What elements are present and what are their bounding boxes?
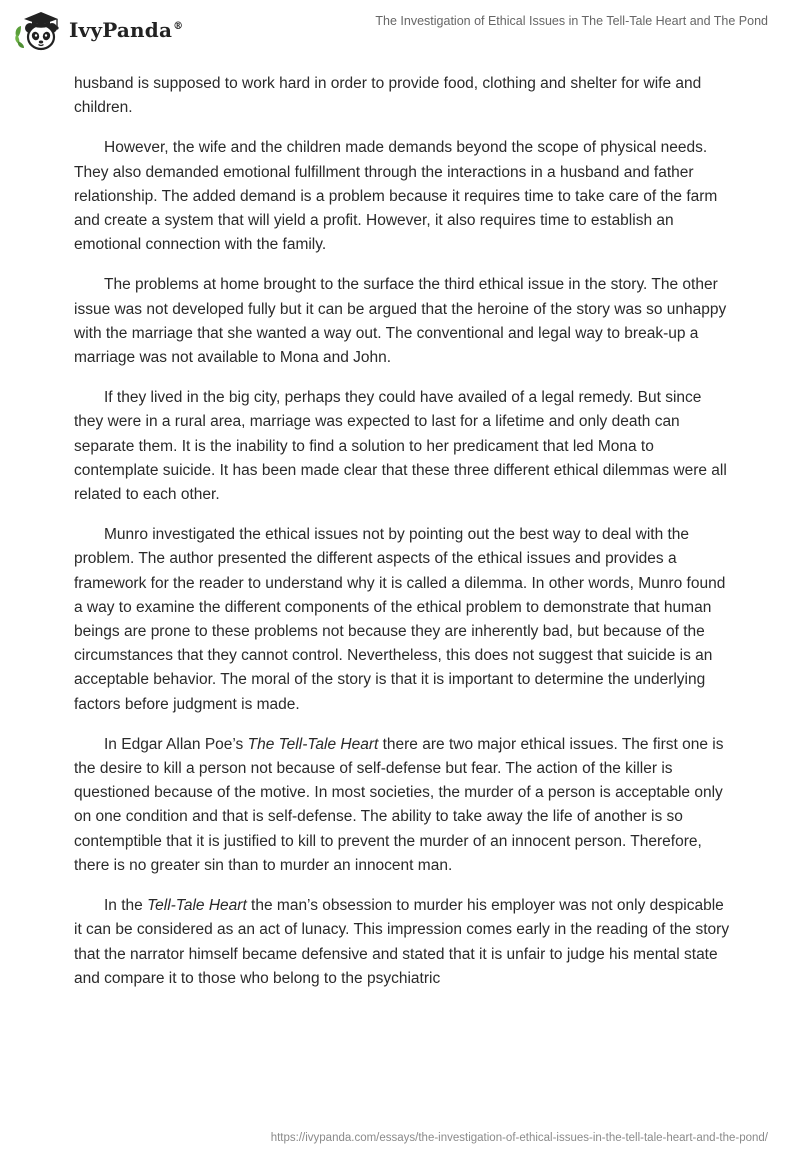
paragraph-text: there are two major ethical issues. The first one is the desire to kill a person not because of self-defense but fear. The action of the killer is questioned because of the motive. In most societies, the murder of a person is acceptable only on one condition and that is self-defense. The ability to take away the life of another is so contemptible that it is justified to kill to prevent the murder of an innocent person. Therefore, there is no greater sin than to murder an innocent man. — [74, 735, 724, 874]
paragraph-text: In the — [104, 897, 148, 915]
brand-logo[interactable] — [14, 8, 183, 52]
paragraph: However, the wife and the children made demands beyond the scope of physical needs. They also demanded emotional fulfillment through the interactions in a husband and father relationship. The added demand is a problem because it requires time to take care of the farm and create a system that will yield a profit. However, it also requires time to establish an emotional connection with the family. — [74, 139, 718, 254]
paragraph-text: the man’s obsession to murder his employer was not only despicable it can be considered as an act of lunacy. This impression comes early in the reading of the story that the narrator himself became defensive and stated that it is unfair to judge his mental state and compare it to those who belong to the psychiatric — [74, 897, 730, 987]
book-title: Tell-Tale Heart — [147, 897, 247, 915]
panda-graduate-logo-icon — [14, 8, 66, 52]
paragraph-text: In Edgar Allan Poe’s — [104, 735, 248, 753]
brand-name: IvyPanda® — [69, 18, 184, 42]
paragraph — [74, 733, 734, 878]
book-title: The Tell-Tale Heart — [247, 735, 379, 753]
paragraph: If they lived in the big city, perhaps they could have availed of a legal remedy. But since they were in a rural area, marriage was expected to last for a lifetime and only death can separate them. It is the inability to find a solution to her predicament that led Mona to contemplate suicide. It has been made clear that these three different ethical dilemmas were all related to each other. — [74, 389, 727, 504]
essay-body — [74, 72, 734, 1007]
paragraph: The problems at home brought to the surface the third ethical issue in the story. The other issue was not developed fully but it can be argued that the heroine of the story was so unhappy with the marriage that she wanted a way out. The conventional and legal way to break-up a marriage was not available to Mona and John. — [74, 276, 727, 367]
source-url[interactable]: https://ivypanda.com/essays/the-investigation-of-ethical-issues-in-the-tell-tale-heart-and-the-pond/ — [270, 1132, 768, 1144]
paragraph: husband is supposed to work hard in order to provide food, clothing and shelter for wife and children. — [74, 75, 702, 117]
paragraph: Munro investigated the ethical issues not by pointing out the best way to deal with the problem. The author presented the different aspects of the ethical issues and provides a framework for the reader to understand why it is called a dilemma. In other words, Munro found a way to examine the different components of the ethical problem to demonstrate that human beings are prone to these problems not because they are inherently bad, but because of the circumstances that they cannot control. Nevertheless, this does not suggest that suicide is an acceptable behavior. The moral of the story is that it is important to determine the underlying factors before judgment is made. — [74, 526, 726, 713]
document-title: The Investigation of Ethical Issues in The Tell-Tale Heart and The Pond — [375, 14, 768, 28]
paragraph — [74, 894, 734, 991]
page-header — [0, 0, 800, 66]
trademark-symbol: ® — [173, 21, 184, 33]
